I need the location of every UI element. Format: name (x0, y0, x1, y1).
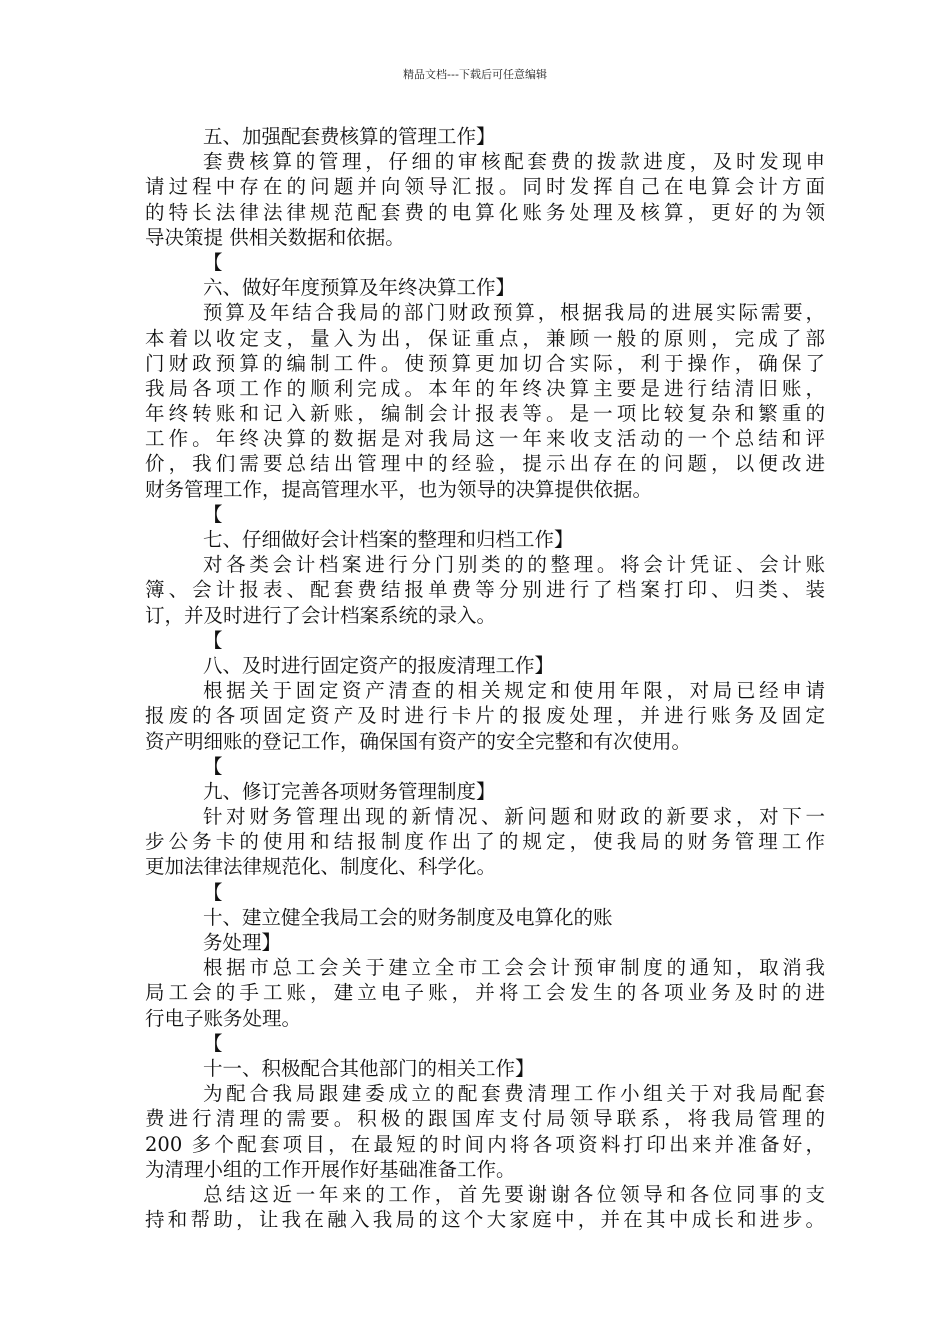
text-line: 五、加强配套费核算的管理工作】 (203, 125, 496, 148)
text-line: 【 (203, 1031, 223, 1055)
text-line: 十一、积极配合其他部门的相关工作】 (203, 1056, 535, 1080)
text-line: 【 (203, 880, 223, 904)
text-line: 请过程中存在的问题并向领导汇报。同时发挥自己在电算会计方面 (145, 175, 825, 199)
text-line: 十、建立健全我局工会的财务制度及电算化的账 (203, 905, 613, 929)
text-line: 【 (203, 502, 223, 526)
text-line: 九、修订完善各项财务管理制度】 (203, 779, 496, 803)
text-line: 预算及年结合我局的部门财政预算，根据我局的进展实际需要， (203, 301, 825, 325)
text-line: 七、仔细做好会计档案的整理和归档工作】 (203, 528, 574, 551)
text-line: 【 (203, 754, 223, 778)
text-line: 报废的各项固定资产及时进行卡片的报废处理，并进行账务及固定 (145, 704, 825, 728)
text-line: 【 (203, 628, 223, 652)
text-line: 工作。年终决算的数据是对我局这一年来收支活动的一个总结和评 (145, 427, 825, 451)
text-line: 行电子账务处理。 (145, 1006, 302, 1030)
text-line: 为配合我局跟建委成立的配套费清理工作小组关于对我局配套 (203, 1082, 825, 1106)
text-line: 更加法律法律规范化、制度化、科学化。 (145, 855, 497, 879)
text-line: 持和帮助，让我在融入我局的这个大家庭中，并在其中成长和进步。 (145, 1208, 825, 1232)
text-line: 我局各项工作的顺利完成。本年的年终决算主要是进行结清旧账， (145, 376, 825, 400)
text-line: 资产明细账的登记工作，确保国有资产的安全完整和有次使用。 (145, 729, 692, 753)
text-line: 导决策提 供相关数据和依据。 (145, 225, 405, 249)
text-line: 总结这近一年来的工作，首先要谢谢各位领导和各位同事的支 (203, 1182, 825, 1206)
text-line: 套费核算的管理，仔细的审核配套费的拨款进度，及时发现申 (203, 150, 825, 174)
text-line: 的特长法律法律规范配套费的电算化账务处理及核算，更好的为领 (145, 200, 825, 224)
text-line: 对各类会计档案进行分门别类的的整理。将会计凭证、会计账 (203, 553, 825, 577)
text-line: 财务管理工作，提高管理水平，也为领导的决算提供依据。 (145, 477, 653, 501)
text-line: 订，并及时进行了会计档案系统的录入。 (145, 603, 497, 627)
text-line: 价，我们需要总结出管理中的经验，提示出存在的问题，以便改进 (145, 452, 825, 476)
text-line: 为清理小组的工作开展作好基础准备工作。 (145, 1157, 516, 1181)
text-line: 簿、会计报表、配套费结报单费等分别进行了档案打印、归类、装 (145, 578, 825, 602)
text-line: 【 (203, 250, 223, 274)
page-header: 精品文档---下载后可任意编辑 (403, 68, 547, 81)
text-line: 本着以收定支，量入为出，保证重点，兼顾一般的原则，完成了部 (145, 326, 825, 350)
document-body (145, 124, 825, 1232)
text-line: 针对财务管理出现的新情况、新问题和财政的新要求，对下一 (203, 805, 825, 829)
text-line: 年终转账和记入新账，编制会计报表等。是一项比较复杂和繁重的 (145, 402, 825, 426)
text-line: 费进行清理的需要。积极的跟国库支付局领导联系，将我局管理的 (145, 1107, 825, 1131)
text-line: 务处理】 (203, 931, 282, 954)
text-line: 八、及时进行固定资产的报废清理工作】 (203, 653, 555, 677)
text-line: 根据市总工会关于建立全市工会会计预审制度的通知，取消我 (203, 956, 825, 980)
text-line: 步公务卡的使用和结报制度作出了的规定，使我局的财务管理工作 (145, 830, 825, 854)
text-line: 200 多个配套项目，在最短的时间内将各项资料打印出来并准备好， (145, 1132, 825, 1156)
text-line: 门财政预算的编制工件。使预算更加切合实际，利于操作，确保了 (145, 351, 825, 375)
text-line: 局工会的手工账，建立电子账，并将工会发生的各项业务及时的进 (145, 981, 825, 1005)
text-line: 六、做好年度预算及年终决算工作】 (203, 276, 516, 300)
text-line: 根据关于固定资产清查的相关规定和使用年限，对局已经申请 (203, 679, 825, 703)
